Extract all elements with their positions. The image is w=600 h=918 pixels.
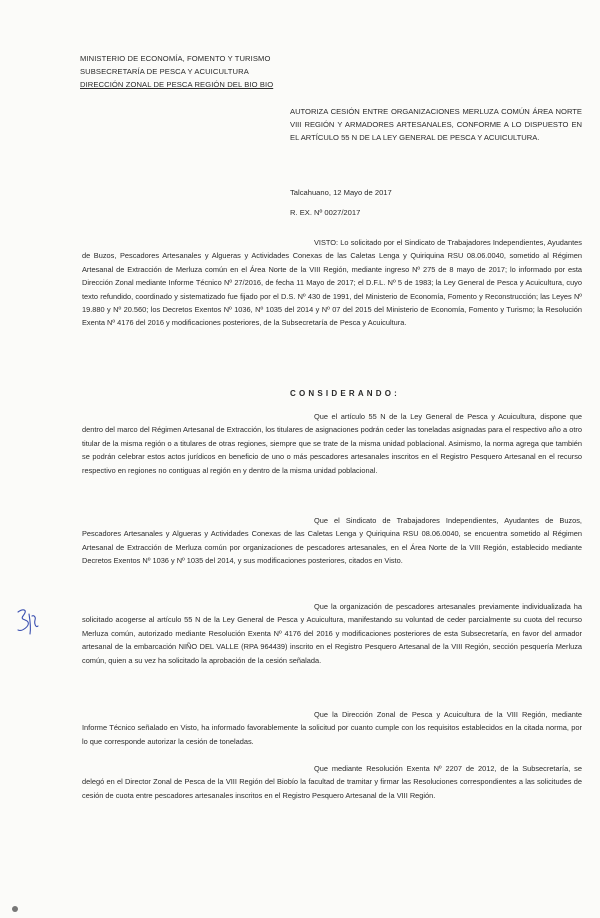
considerando-paragraph-2 bbox=[82, 514, 582, 568]
zonal-direction-line: DIRECCIÓN ZONAL DE PESCA REGIÓN DEL BIO BIO bbox=[80, 80, 274, 89]
ministry-line: MINISTERIO DE ECONOMÍA, FOMENTO Y TURISMO bbox=[80, 54, 271, 63]
visto-paragraph bbox=[82, 236, 582, 330]
paragraph-3-text: Que la organización de pescadores artesanales previamente individualizada ha solicitado acogerse al artículo 55 N de la Ley General de Pesca y Acuicultura, manifestando su voluntad de ceder parcialmente su cuota del recurso Merluza común, autorizado mediante Resolución Exenta Nº 4176 del 2016 y modificaciones posteriores de esta Subsecretaría, en favor del armador artesanal de la embarcación NIÑO DEL VALLE (RPA 964439) inscrito en el Registro Pesquero Artesanal de la VIII Región, sección pesquería Merluza común, quien a su vez ha solicitado la aprobación de la cesión señalada. bbox=[82, 602, 582, 665]
document-date: Talcahuano, 12 Mayo de 2017 bbox=[290, 188, 392, 197]
resolution-number: R. EX. Nº 0027/2017 bbox=[290, 208, 361, 217]
margin-mark bbox=[12, 906, 18, 912]
visto-label: VISTO: bbox=[314, 238, 339, 247]
paragraph-5-text: Que mediante Resolución Exenta Nº 2207 de 2012, de la Subsecretaría, se delegó en el Director Zonal de Pesca de la VIII Región del Biobío la facultad de tramitar y firmar las Resoluciones correspondientes a las solicitudes de cesión de cuota entre pescadores artesanales inscritos en el Registro Pesquero Artesanal de la VIII Región. bbox=[82, 764, 582, 800]
handwritten-signature bbox=[14, 606, 40, 638]
paragraph-2-text: Que el Sindicato de Trabajadores Independientes, Ayudantes de Buzos, Pescadores Artesanales y Algueras y Actividades Conexas de las Caletas Lenga y Quiriquina RSU 08.06.0040, se encuentra sometido al Régimen Artesanal de Extracción de Merluza común por organizaciones de pescadores artesanales, en el Área Norte de la VIII Región, establecido mediante Decretos Exentos Nº 1036 y Nº 1035 del 2014, y sus modificaciones posteriores, citados en Visto. bbox=[82, 516, 582, 566]
visto-text: Lo solicitado por el Sindicato de Trabajadores Independientes, Ayudantes de Buzos, Pescadores Artesanales y Algueras y Actividades Conexas de las Caletas Lenga y Quiriquina RSU 08.06.0040, sometido al Régimen Artesanal de Extracción de Merluza común en el Área Norte de la VIII Región, mediante ingreso Nº 275 de 8 mayo de 2017; lo informado por esta Dirección Zonal mediante Informe Técnico Nº 27/2016, de fecha 11 Mayo de 2017; el D.F.L. Nº 5 de 1983; la Ley General de Pesca y Acuicultura, cuyo texto refundido, coordinado y sistematizado fue fijado por el D.S. Nº 430 de 1991, del Ministerio de Economía, Fomento y Reconstrucción; las Leyes Nº 19.880 y Nº 20.560; los Decretos Exentos Nº 1036, Nº 1035 del 2014 y Nº 07 del 2015 del Ministerio de Economía, Fomento y Turismo; la Resolución Exenta Nº 4176 del 2016 y modificaciones posteriores, de la Subsecretaría de Pesca y Acuicultura. bbox=[82, 238, 582, 328]
considerando-paragraph-1 bbox=[82, 410, 582, 477]
considerando-paragraph-4 bbox=[82, 708, 582, 748]
considerando-heading: CONSIDERANDO: bbox=[290, 389, 401, 398]
considerando-paragraph-5 bbox=[82, 762, 582, 802]
resolution-subject: AUTORIZA CESIÓN ENTRE ORGANIZACIONES MERLUZA COMÚN ÁREA NORTE VIII REGIÓN Y ARMADORES ARTESANALES, CONFORME A LO DISPUESTO EN EL ARTÍCULO 55 N DE LA LEY GENERAL DE PESCA Y ACUICULTURA. bbox=[290, 107, 582, 142]
paragraph-4-text: Que la Dirección Zonal de Pesca y Acuicultura de la VIII Región, mediante Informe Técnico señalado en Visto, ha informado favorablemente la solicitud por cuanto cumple con los requisitos establecidos en la citada norma, por lo que corresponde autorizar la cesión de toneladas. bbox=[82, 710, 582, 746]
paragraph-1-text: Que el artículo 55 N de la Ley General de Pesca y Acuicultura, dispone que dentro del marco del Régimen Artesanal de Extracción, los titulares de asignaciones podrán ceder las toneladas asignadas para el respectivo año a otro titular de la misma región o a titulares de otras regiones, siempre que se trate de la misma unidad poblacional. Asimismo, la norma agrega que también se podrán celebrar estos actos jurídicos en beneficio de uno o más pescadores artesanales inscritos en el Registro Pesquero Artesanal en el recurso respectivo en regiones no contiguas al región en y dentro de la misma unidad poblacional. bbox=[82, 412, 582, 475]
letterhead bbox=[80, 52, 320, 91]
subsecretary-line: SUBSECRETARÍA DE PESCA Y ACUICULTURA bbox=[80, 67, 249, 76]
considerando-paragraph-3 bbox=[82, 600, 582, 667]
